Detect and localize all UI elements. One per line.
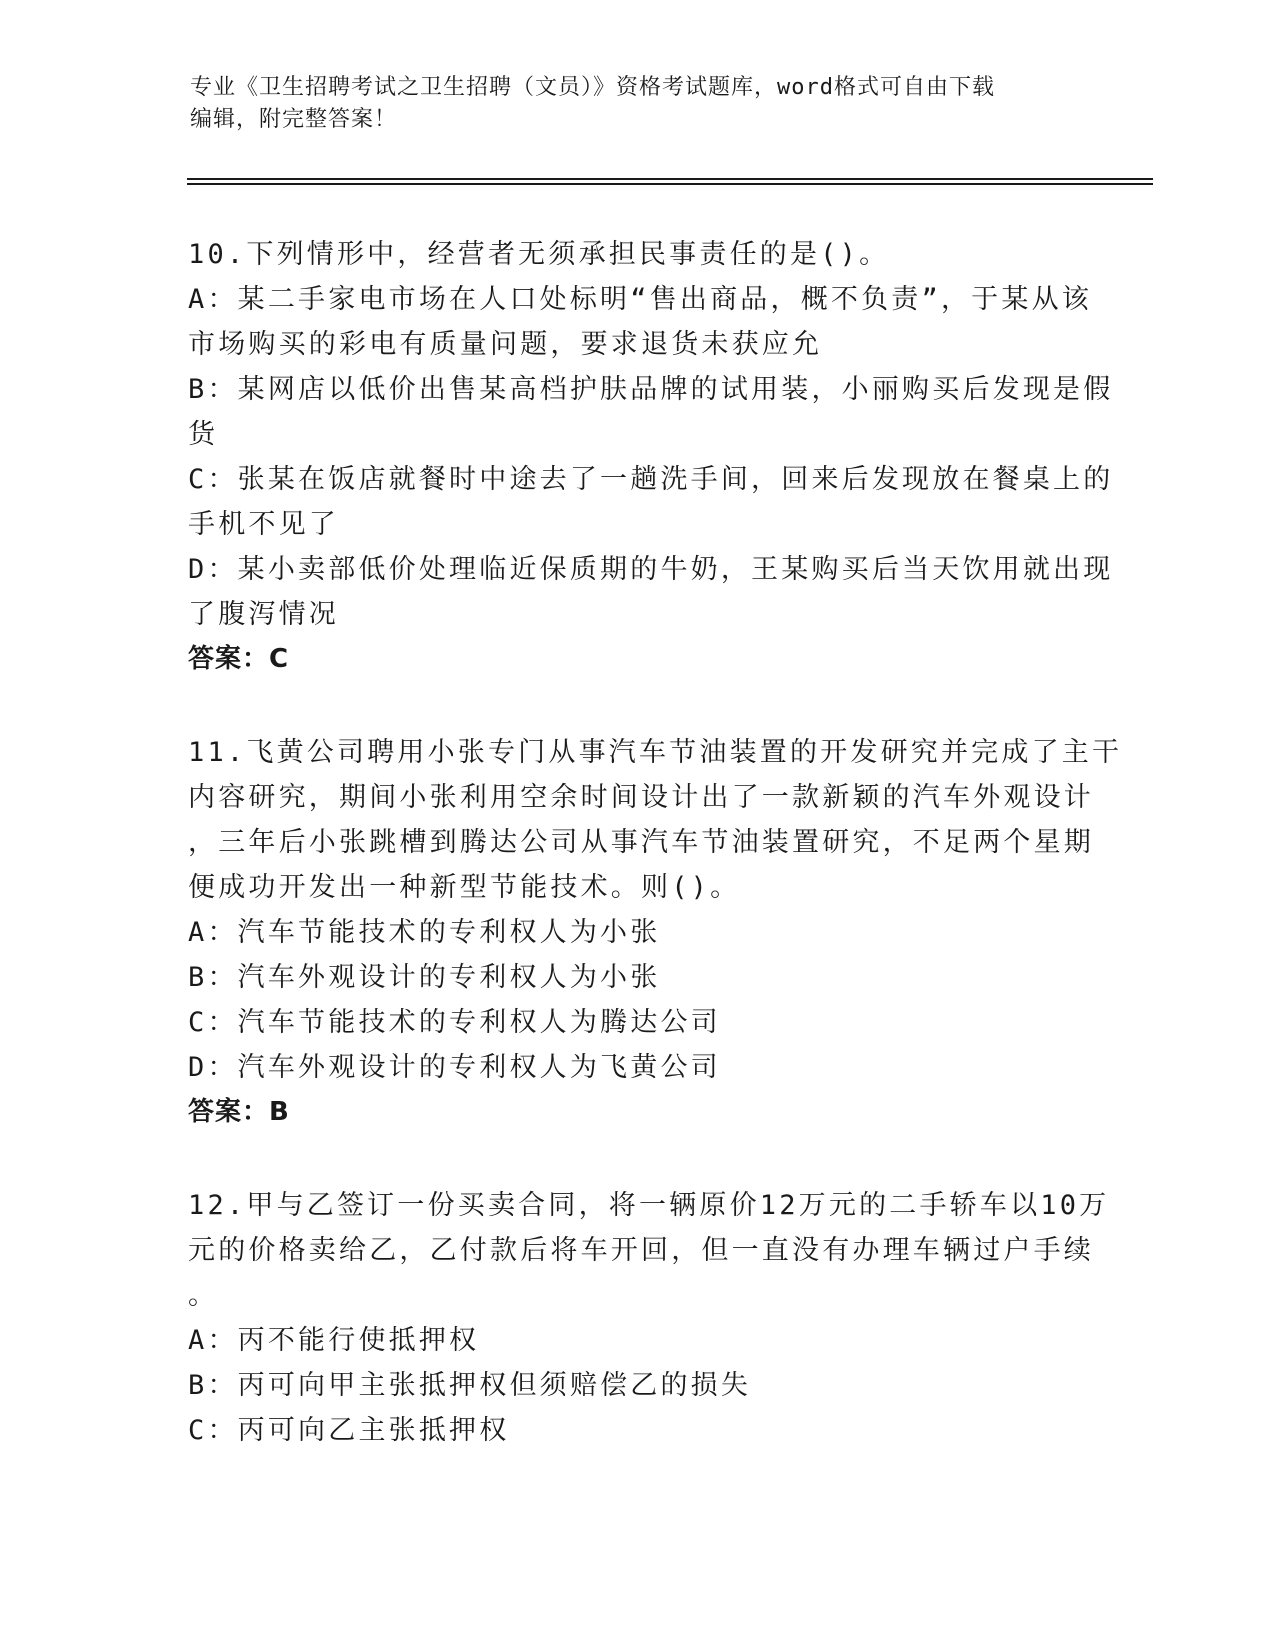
- option-c: C：张某在饭店就餐时中途去了一趟洗手间，回来后发现放在餐桌上的: [188, 464, 1114, 495]
- header-rule-bottom: [187, 183, 1153, 185]
- question-list: [188, 232, 1123, 1453]
- option-c: C：汽车节能技术的专利权人为腾达公司: [188, 1007, 721, 1038]
- header-rule-top: [187, 178, 1153, 180]
- question-12: [188, 1183, 1110, 1453]
- question-stem: 11.飞黄公司聘用小张专门从事汽车节油装置的开发研究并完成了主干: [188, 737, 1123, 768]
- question-10: [188, 232, 1114, 682]
- option-a-continued: 市场购买的彩电有质量问题，要求退货未获应允: [188, 329, 823, 360]
- header-line-2: 编辑，附完整答案！: [190, 107, 398, 132]
- option-d: D：某小卖部低价处理临近保质期的牛奶，王某购买后当天饮用就出现: [188, 554, 1114, 585]
- option-c: C：丙可向乙主张抵押权: [188, 1415, 510, 1446]
- option-b: B：某网店以低价出售某高档护肤品牌的试用装，小丽购买后发现是假: [188, 374, 1114, 405]
- option-c-continued: 手机不见了: [188, 509, 339, 540]
- question-stem-continued: 。: [188, 1280, 219, 1311]
- option-d: D：汽车外观设计的专利权人为飞黄公司: [188, 1052, 721, 1083]
- question-spacer: [188, 682, 1088, 730]
- header-line-1: 专业《卫生招聘考试之卫生招聘（文员）》资格考试题库，word格式可自由下载: [190, 75, 995, 100]
- answer: 答案：C: [188, 644, 290, 674]
- answer: 答案：B: [188, 1097, 290, 1127]
- question-stem-continued: ，三年后小张跳槽到腾达公司从事汽车节油装置研究，不足两个星期: [188, 827, 1094, 858]
- option-d-continued: 了腹泻情况: [188, 599, 339, 630]
- question-stem-continued: 元的价格卖给乙，乙付款后将车开回，但一直没有办理车辆过户手续: [188, 1235, 1094, 1266]
- question-stem-continued: 内容研究，期间小张利用空余时间设计出了一款新颖的汽车外观设计: [188, 782, 1094, 813]
- question-stem: 10.下列情形中，经营者无须承担民事责任的是()。: [188, 239, 890, 270]
- option-a: A：汽车节能技术的专利权人为小张: [188, 917, 661, 948]
- option-b: B：汽车外观设计的专利权人为小张: [188, 962, 661, 993]
- option-b: B：丙可向甲主张抵押权但须赔偿乙的损失: [188, 1370, 752, 1401]
- question-stem-continued: 便成功开发出一种新型节能技术。则()。: [188, 872, 741, 903]
- question-stem: 12.甲与乙签订一份买卖合同，将一辆原价12万元的二手轿车以10万: [188, 1190, 1110, 1221]
- option-a: A：丙不能行使抵押权: [188, 1325, 480, 1356]
- question-11: [188, 730, 1123, 1135]
- option-b-continued: 货: [188, 419, 219, 450]
- option-a: A：某二手家电市场在人口处标明“售出商品，概不负责”，于某从该: [188, 284, 1092, 315]
- question-spacer: [188, 1135, 1088, 1183]
- page-header: [190, 72, 1090, 136]
